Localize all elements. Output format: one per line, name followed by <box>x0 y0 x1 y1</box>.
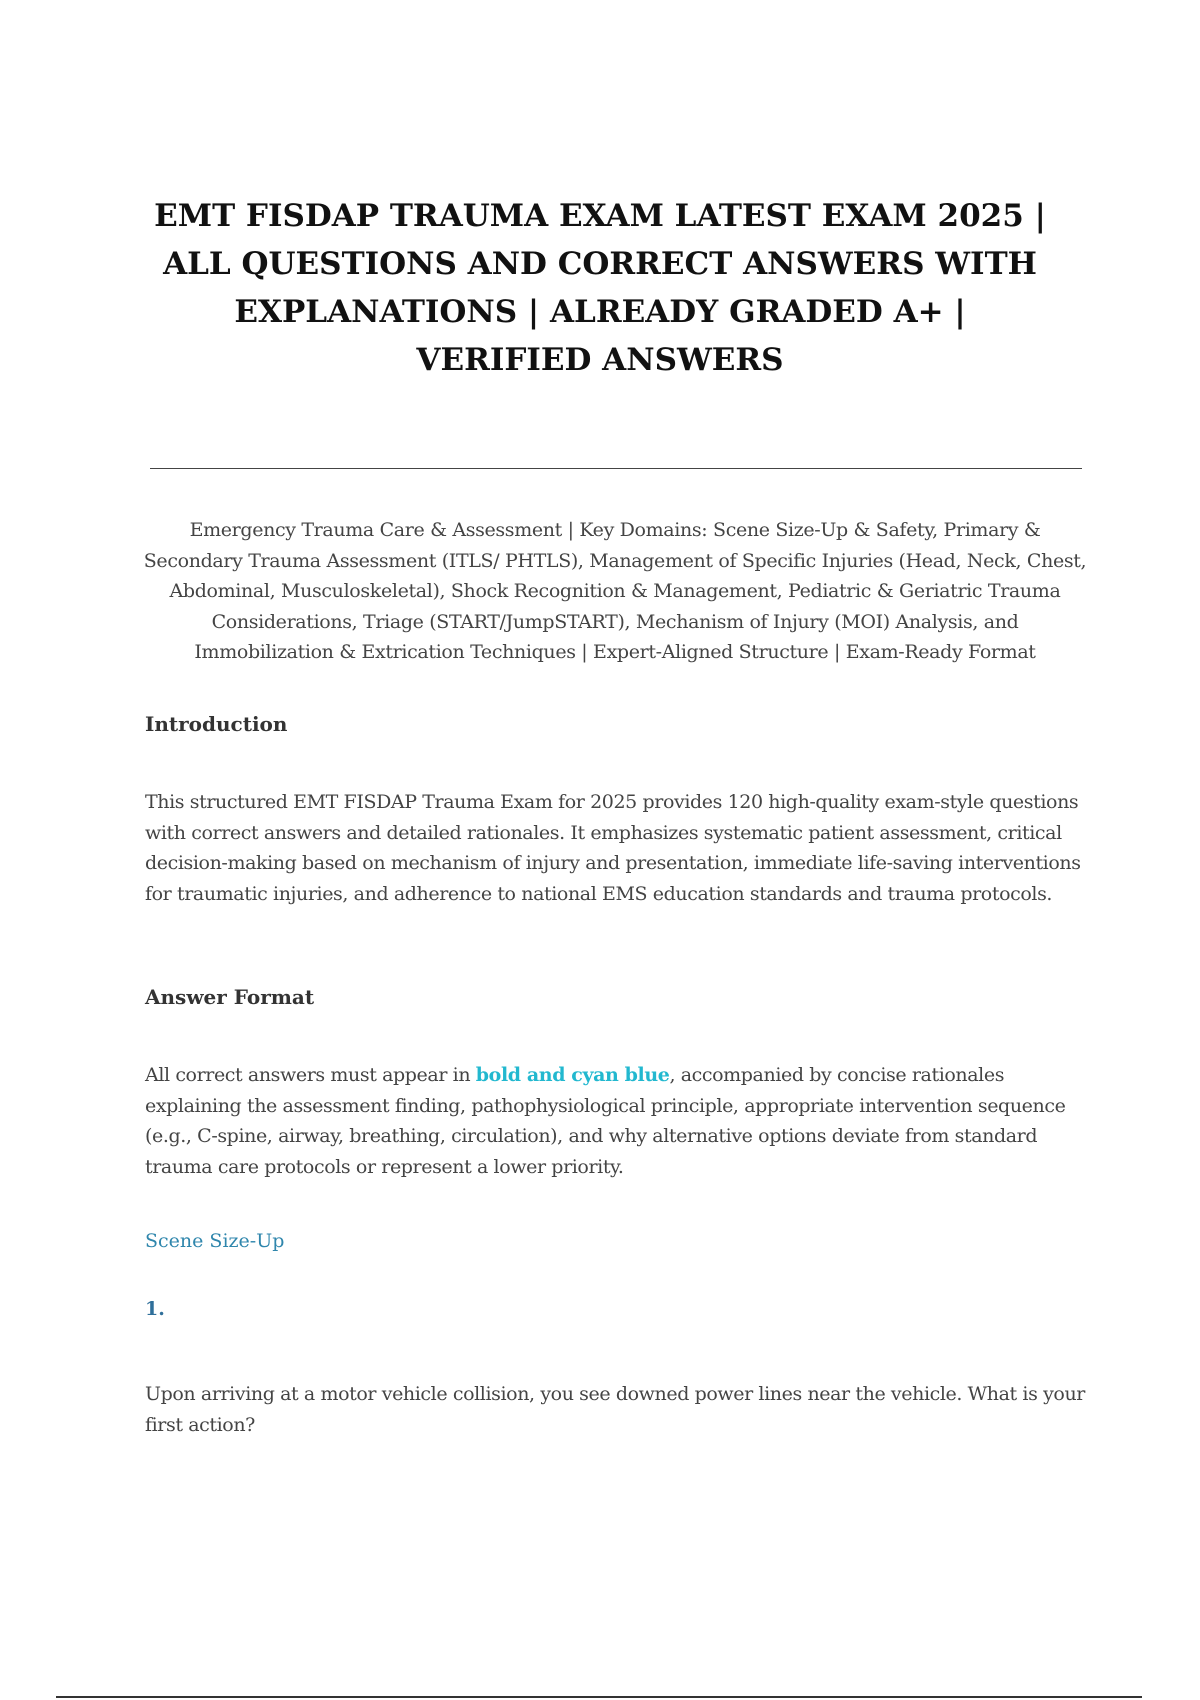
page-bottom-divider <box>56 1696 1142 1698</box>
answer-format-highlight: bold and cyan blue <box>475 1064 670 1086</box>
question-text: Upon arriving at a motor vehicle collision, you see downed power lines near the vehicle. What is your first action? <box>145 1383 1085 1436</box>
question-number: 1. <box>145 1298 165 1320</box>
document-subtitle: Emergency Trauma Care & Assessment | Key Domains: Scene Size-Up & Safety, Primary & Secondary Trauma Assessment (ITLS/ PHTLS), Management of Specific Injuries (Head, Neck, Chest, Abdominal, Musculoskeletal), Shock Recognition & Management, Pediatric & Geriatric Trauma Considerations, Triage (START/JumpSTART), Mechanism of Injury (MOI) Analysis, and Immobilization & Extrication Techniques | Expert-Aligned Structure | Exam-Ready Format <box>143 519 1087 663</box>
answer-format-text-end: , accompanied by concise rationales explaining the assessment finding, pathophysiological principle, appropriate intervention sequence (e.g., C-spine, airway, breathing, circulation), and why alternative options deviate from standard trauma care protocols or represent a lower priority. <box>145 1064 1066 1178</box>
answer-format-text-start: All correct answers must appear in <box>145 1064 476 1086</box>
answer-format-body <box>145 1060 1090 1182</box>
introduction-heading: Introduction <box>145 712 288 736</box>
title-divider <box>150 468 1082 469</box>
answer-format-heading: Answer Format <box>145 985 315 1009</box>
section-heading-scene-size-up[interactable]: Scene Size-Up <box>145 1230 285 1252</box>
introduction-body: This structured EMT FISDAP Trauma Exam for 2025 provides 120 high-quality exam-style questions with correct answers and detailed rationales. It emphasizes systematic patient assessment, critical decision-making based on mechanism of injury and presentation, immediate life-saving interventions for traumatic injuries, and adherence to national EMS education standards and trauma protocols. <box>145 791 1081 905</box>
document-title: EMT FISDAP TRAUMA EXAM LATEST EXAM 2025 | ALL QUESTIONS AND CORRECT ANSWERS WITH EXPLANATIONS | ALREADY GRADED A+ | VERIFIED ANSWERS <box>154 198 1046 378</box>
